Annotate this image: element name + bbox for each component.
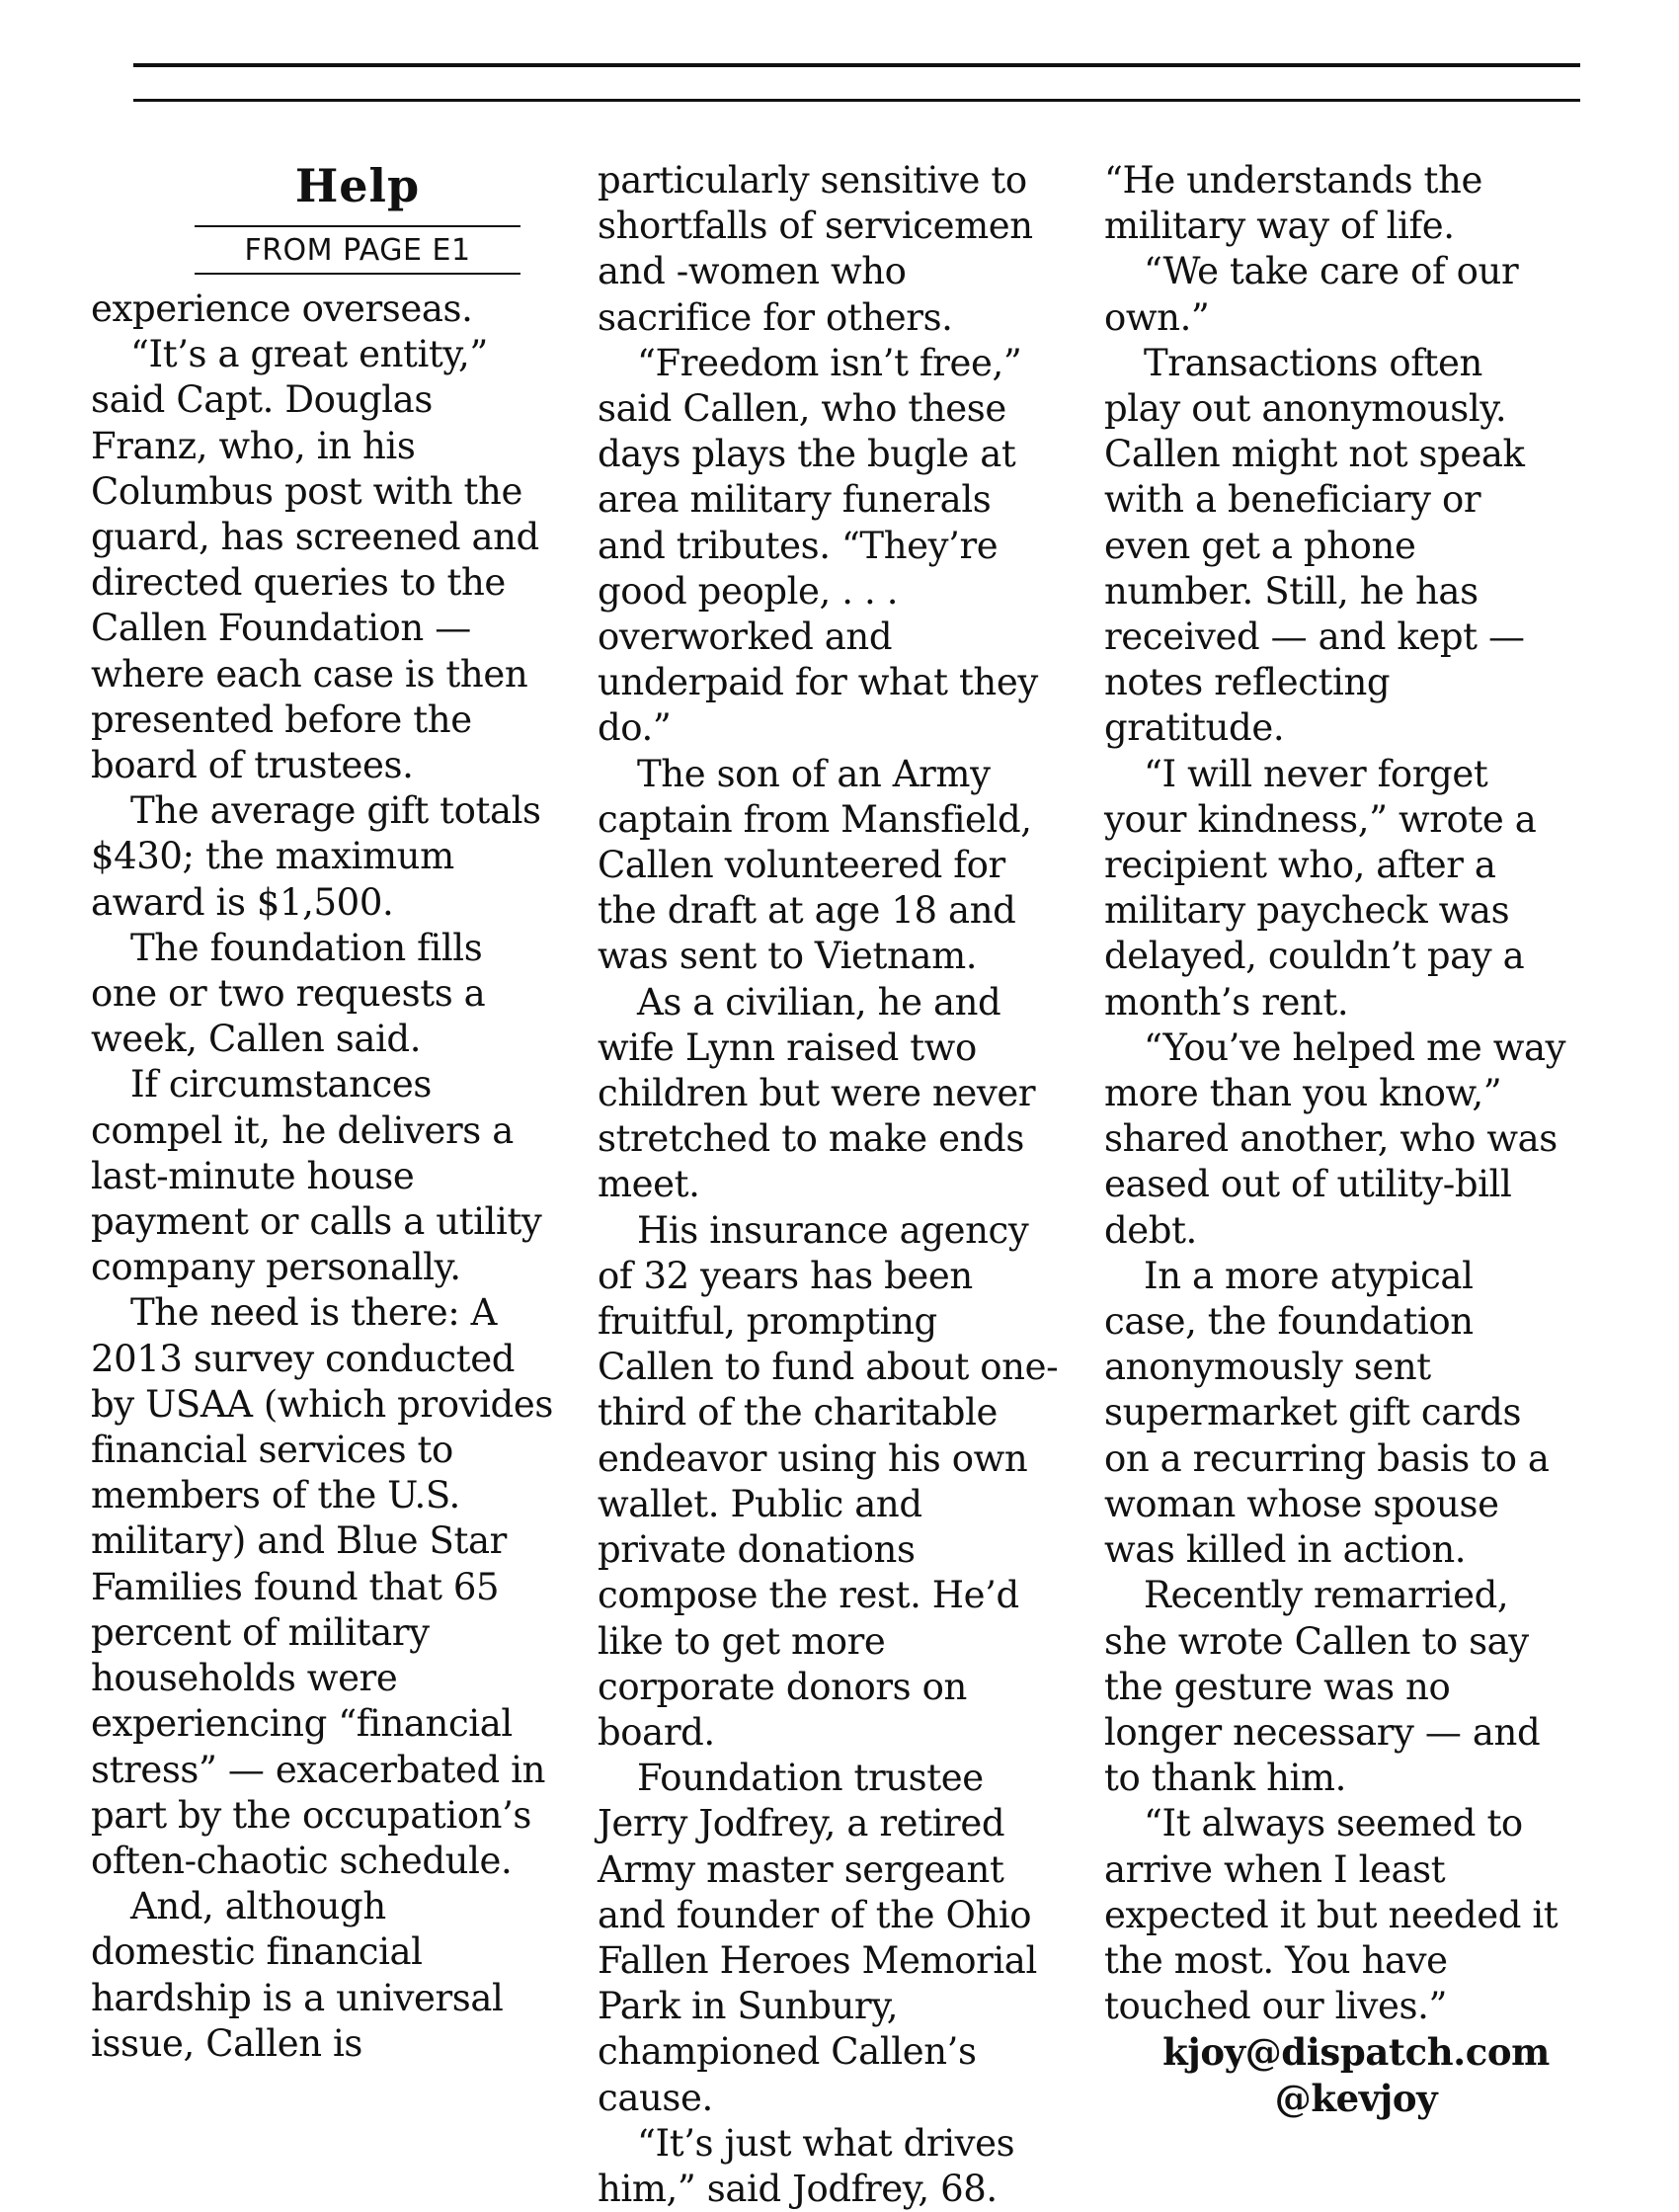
- paragraph: The need is there: A 2013 survey conducted by USAA (which provides financial services to members of the U.S. military) and Blue Star Families found that 65 percent of military households were experiencing “financial stress” — exacerbated in part by the occupation’s often-chaotic schedule.: [91, 1291, 553, 1882]
- paragraph: The average gift totals $430; the maximum award is $1,500.: [91, 789, 541, 924]
- paragraph: If circumstances compel it, he delivers a last-minute house payment or calls a utility company personally.: [91, 1063, 542, 1289]
- paragraph: “Freedom isn’t free,” said Callen, who these days plays the bugle at area military funerals and tributes. “They’re good people, . . . overworked and underpaid for what they do.”: [598, 341, 1038, 750]
- paragraph: In a more atypical case, the foundation anonymously sent supermarket gift cards on a recurring basis to a woman whose spouse was killed in action.: [1104, 1254, 1550, 1572]
- paragraph: particularly sensitive to shortfalls of servicemen and -women who sacrifice for others.: [598, 159, 1033, 339]
- paragraph: Recently remarried, she wrote Callen to say the gesture was no longer necessary — and to thank him.: [1104, 1574, 1541, 1800]
- paragraph: And, although domestic financial hardship is a universal issue, Callen is: [91, 1885, 504, 2065]
- article-column-2: [598, 158, 1062, 2212]
- jump-line: FROM PAGE E1: [195, 225, 520, 275]
- author-email: kjoy@dispatch.com: [1162, 2030, 1550, 2075]
- paragraph: “You’ve helped me way more than you know,” shared another, who was eased out of utility-bill debt.: [1104, 1025, 1566, 1252]
- section-title: Help: [294, 159, 421, 212]
- article-column-3: [1104, 158, 1568, 2121]
- paragraph: His insurance agency of 32 years has been fruitful, prompting Callen to fund about one-third of the charitable endeavor using his own wallet. Public and private donations compose the rest. He’d like to get more corporate donors on board.: [598, 1208, 1059, 1754]
- paragraph: “We take care of our own.”: [1104, 250, 1519, 339]
- article-column-1: [91, 158, 555, 2067]
- paragraph: “It always seemed to arrive when I least expected it but needed it the most. You have touched our lives.”: [1104, 1802, 1559, 2028]
- paragraph: Foundation trustee Jerry Jodfrey, a retired Army master sergeant and founder of the Ohio Fallen Heroes Memorial Park in Sunbury, championed Callen’s cause.: [598, 1757, 1037, 2119]
- paragraph: As a civilian, he and wife Lynn raised two children but were never stretched to make ends meet.: [598, 980, 1036, 1206]
- paragraph: “It’s just what drives him,” said Jodfrey, 68.: [598, 2121, 1015, 2210]
- section-header: [195, 158, 520, 275]
- paragraph: experience overseas.: [91, 287, 473, 330]
- author-handle: @kevjoy: [1274, 2076, 1438, 2120]
- paragraph: The foundation fills one or two requests a week, Callen said.: [91, 926, 486, 1061]
- paragraph: “I will never forget your kindness,” wrote a recipient who, after a military paycheck was delayed, couldn’t pay a month’s rent.: [1104, 752, 1537, 1024]
- paragraph: “He understands the military way of life.: [1104, 159, 1482, 248]
- top-rule: [133, 63, 1580, 67]
- paragraph: “It’s a great entity,” said Capt. Douglas Franz, who, in his Columbus post with the guard, has screened and directed queries to the Callen Foundation — where each case is then presented before the board of trustees.: [91, 333, 539, 787]
- paragraph: Transactions often play out anonymously. Callen might not speak with a beneficiary or even get a phone number. Still, he has received — and kept — notes reflecting gratitude.: [1104, 341, 1525, 750]
- paragraph: The son of an Army captain from Mansfield, Callen volunteered for the draft at age 18 and was sent to Vietnam.: [598, 752, 1032, 978]
- top-rule-secondary: [133, 99, 1580, 102]
